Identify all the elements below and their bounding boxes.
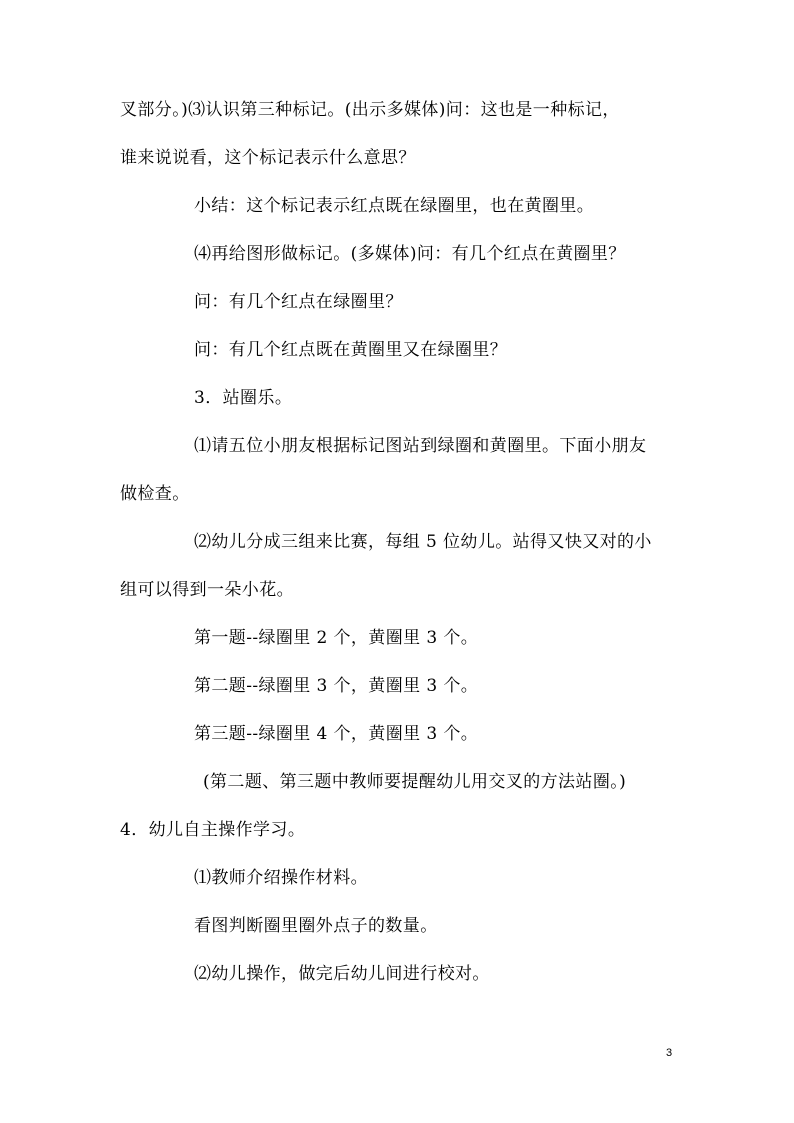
text-line: 问：有几个红点在绿圈里？ [194,292,403,312]
text-line: ⑷再给图形做标记。(多媒体)问：有几个红点在黄圈里？ [194,244,626,264]
text-line: 第三题--绿圈里 4 个，黄圈里 3 个。 [194,724,479,744]
text-line: 叉部分。)⑶认识第三种标记。(出示多媒体)问：这也是一种标记， [120,100,620,120]
text-line: 第二题--绿圈里 3 个，黄圈里 3 个。 [194,676,479,696]
text-line: 小结：这个标记表示红点既在绿圈里，也在黄圈里。 [194,196,595,216]
text-line: 组可以得到一朵小花。 [120,580,294,600]
text-line: ⑵幼儿分成三组来比赛，每组 5 位幼儿。站得又快又对的小 [194,532,652,552]
text-line: 第一题--绿圈里 2 个，黄圈里 3 个。 [194,628,479,648]
text-line: 问：有几个红点既在黄圈里又在绿圈里？ [194,340,508,360]
text-line: ⑵幼儿操作，做完后幼儿间进行校对。 [194,964,490,984]
text-line: ⑴请五位小朋友根据标记图站到绿圈和黄圈里。下面小朋友 [194,436,647,456]
section-heading: 3．站圈乐。 [194,388,293,408]
text-line: ⑴教师介绍操作材料。 [194,868,368,888]
section-heading: 4．幼儿自主操作学习。 [120,820,306,840]
page-number: 3 [666,1047,673,1059]
text-line: 做检查。 [120,484,190,504]
text-line: 看图判断圈里圈外点子的数量。 [194,916,438,936]
text-line: 谁来说说看，这个标记表示什么意思？ [120,148,416,168]
text-line: (第二题、第三题中教师要提醒幼儿用交叉的方法站圈。) [203,772,627,792]
